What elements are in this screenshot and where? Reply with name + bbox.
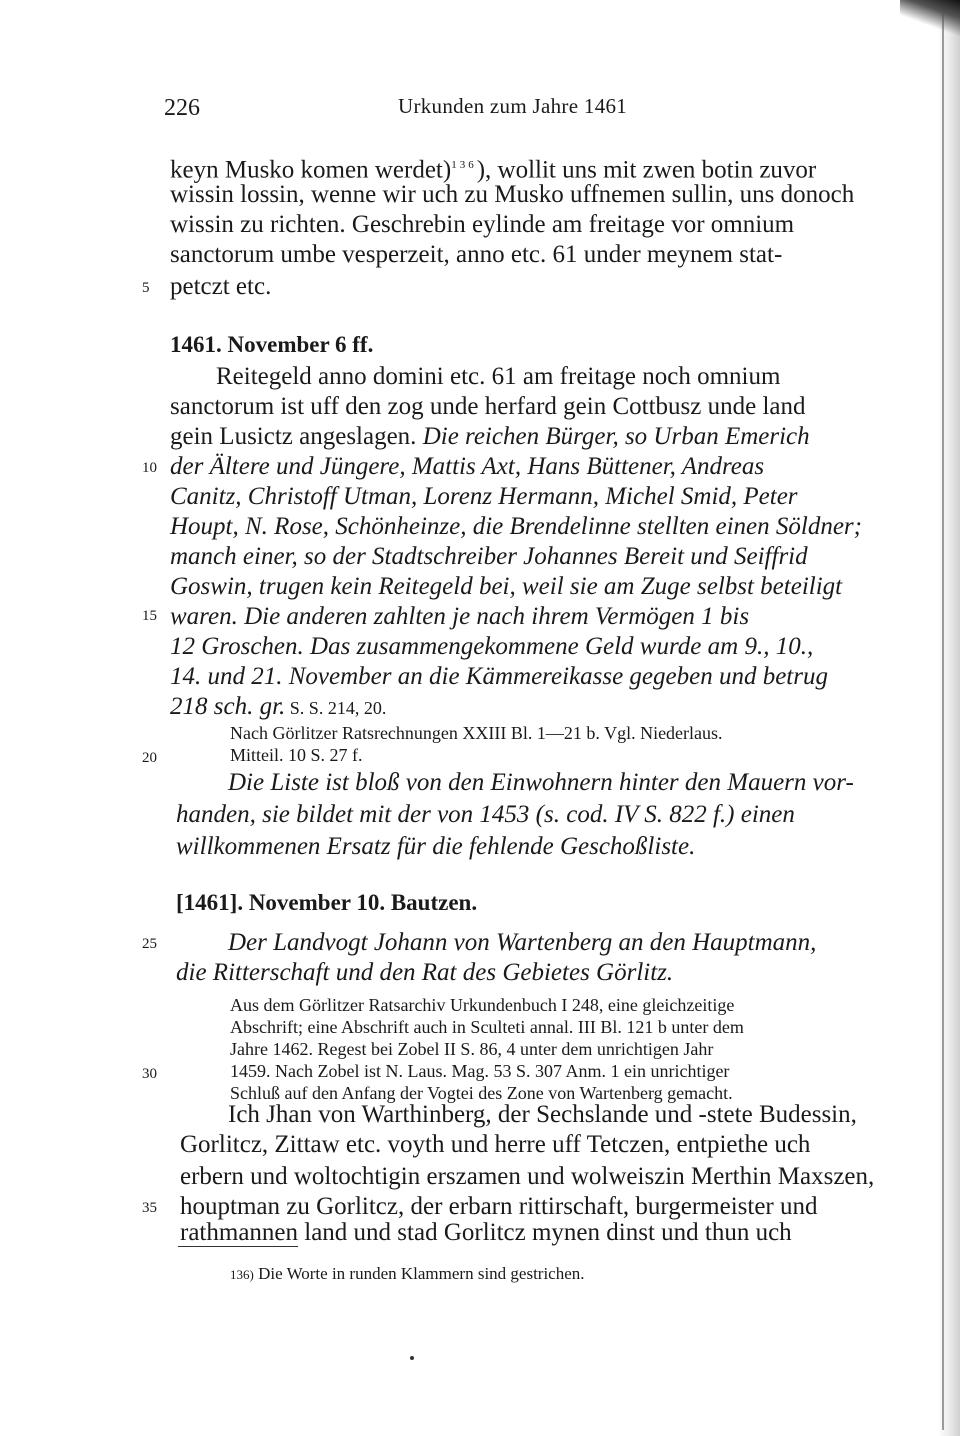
text-line: 12 Groschen. Das zusammengekommene Geld wurde am 9., 10., [170, 633, 814, 660]
text-line: rathmannen land und stad Gorlitcz mynen dinst und thun uch [180, 1219, 792, 1246]
regest-line: Der Landvogt Johann von Wartenberg an den Hauptmann, [228, 929, 817, 956]
entry-date-heading: [1461]. November 10. Bautzen. [176, 890, 478, 915]
line-number: 30 [142, 1066, 157, 1082]
text-line: Canitz, Christoff Utman, Lorenz Hermann, Michel Smid, Peter [170, 483, 798, 510]
line-number: 15 [142, 608, 157, 624]
source-note-line: Jahre 1462. Regest bei Zobel II S. 86, 4 unter dem unrichtigen Jahr [230, 1039, 714, 1059]
line-number: 5 [142, 280, 150, 296]
text-line: waren. Die anderen zahlten je nach ihrem Vermögen 1 bis [170, 603, 750, 630]
text-line: erbern und woltochtigin erszamen und wolweiszin Merthin Maxszen, [180, 1163, 875, 1190]
running-title: Urkunden zum Jahre 1461 [398, 94, 628, 118]
footnote-divider [178, 1246, 298, 1247]
scan-edge-line [942, 10, 944, 1430]
text-line: keyn Musko komen werdet)$^{136}$), wollit uns mit zwen botin zuvor [170, 156, 817, 184]
text-line: petczt etc. [170, 273, 272, 300]
page-number: 226 [164, 95, 200, 121]
line-number: 20 [142, 750, 157, 766]
footnote: 136) Die Worte in runden Klammern sind gestrichen. [230, 1264, 585, 1283]
source-note-line: Aus dem Görlitzer Ratsarchiv Urkundenbuch I 248, eine gleichzeitige [230, 995, 735, 1015]
text-line: Ich Jhan von Warthinberg, der Sechslande und -stete Budessin, [228, 1101, 857, 1128]
line-number: 35 [142, 1200, 157, 1216]
text-line: houptman zu Gorlitcz, der erbarn rittirschaft, burgermeister und [180, 1193, 818, 1220]
text-line: Reitegeld anno domini etc. 61 am freitage noch omnium [216, 363, 781, 390]
text-line: gein Lusictz angeslagen. Die reichen Bürger, so Urban Emerich [170, 423, 810, 450]
source-note-line: Schluß auf den Anfang der Vogtei des Zone von Wartenberg gemacht. [230, 1083, 733, 1103]
text-line: 218 sch. gr. S. S. 214, 20. [170, 693, 387, 720]
scan-speck [410, 1356, 414, 1360]
text-line: Houpt, N. Rose, Schönheinze, die Brendelinne stellten einen Söldner; [170, 513, 862, 540]
source-note-line: Mitteil. 10 S. 27 f. [230, 745, 363, 765]
regest-line: die Ritterschaft und den Rat des Gebietes Görlitz. [176, 959, 674, 986]
footnote-ref: 136 [451, 159, 477, 171]
source-note-line: Abschrift; eine Abschrift auch in Sculteti annal. III Bl. 121 b unter dem [230, 1017, 744, 1037]
source-note-line: 1459. Nach Zobel ist N. Laus. Mag. 53 S. 307 Anm. 1 ein unrichtiger [230, 1061, 730, 1081]
entry-date-heading: 1461. November 6 ff. [170, 332, 374, 357]
text-line: Goswin, trugen kein Reitegeld bei, weil sie am Zuge selbst beteiligt [170, 573, 843, 600]
text-line: wissin lossin, wenne wir uch zu Musko uffnemen sullin, uns donoch [170, 181, 855, 208]
text-line: sanctorum umbe vesperzeit, anno etc. 61 under meynem stat- [170, 241, 783, 268]
source-note-line: Nach Görlitzer Ratsrechnungen XXIII Bl. 1—21 b. Vgl. Niederlaus. [230, 723, 723, 743]
text-line: sanctorum ist uff den zog unde herfard gein Cottbusz unde land [170, 393, 806, 420]
text-line: der Ältere und Jüngere, Mattis Axt, Hans Büttener, Andreas [170, 453, 765, 480]
text-line: willkommenen Ersatz für die fehlende Geschoßliste. [176, 833, 696, 860]
line-number: 25 [142, 936, 157, 952]
text-line: wissin zu richten. Geschrebin eylinde am freitage vor omnium [170, 211, 795, 238]
line-number: 10 [142, 460, 157, 476]
text-line: 14. und 21. November an die Kämmereikasse gegeben und betrug [170, 663, 828, 690]
scan-corner-shadow [900, 0, 960, 40]
text-line: Gorlitcz, Zittaw etc. voyth und herre uff Tetczen, entpiethe uch [180, 1131, 811, 1158]
text-line: manch einer, so der Stadtschreiber Johannes Bereit und Seiffrid [170, 543, 808, 570]
text-line: handen, sie bildet mit der von 1453 (s. cod. IV S. 822 f.) einen [176, 801, 795, 828]
text-line: Die Liste ist bloß von den Einwohnern hinter den Mauern vor- [228, 769, 854, 796]
